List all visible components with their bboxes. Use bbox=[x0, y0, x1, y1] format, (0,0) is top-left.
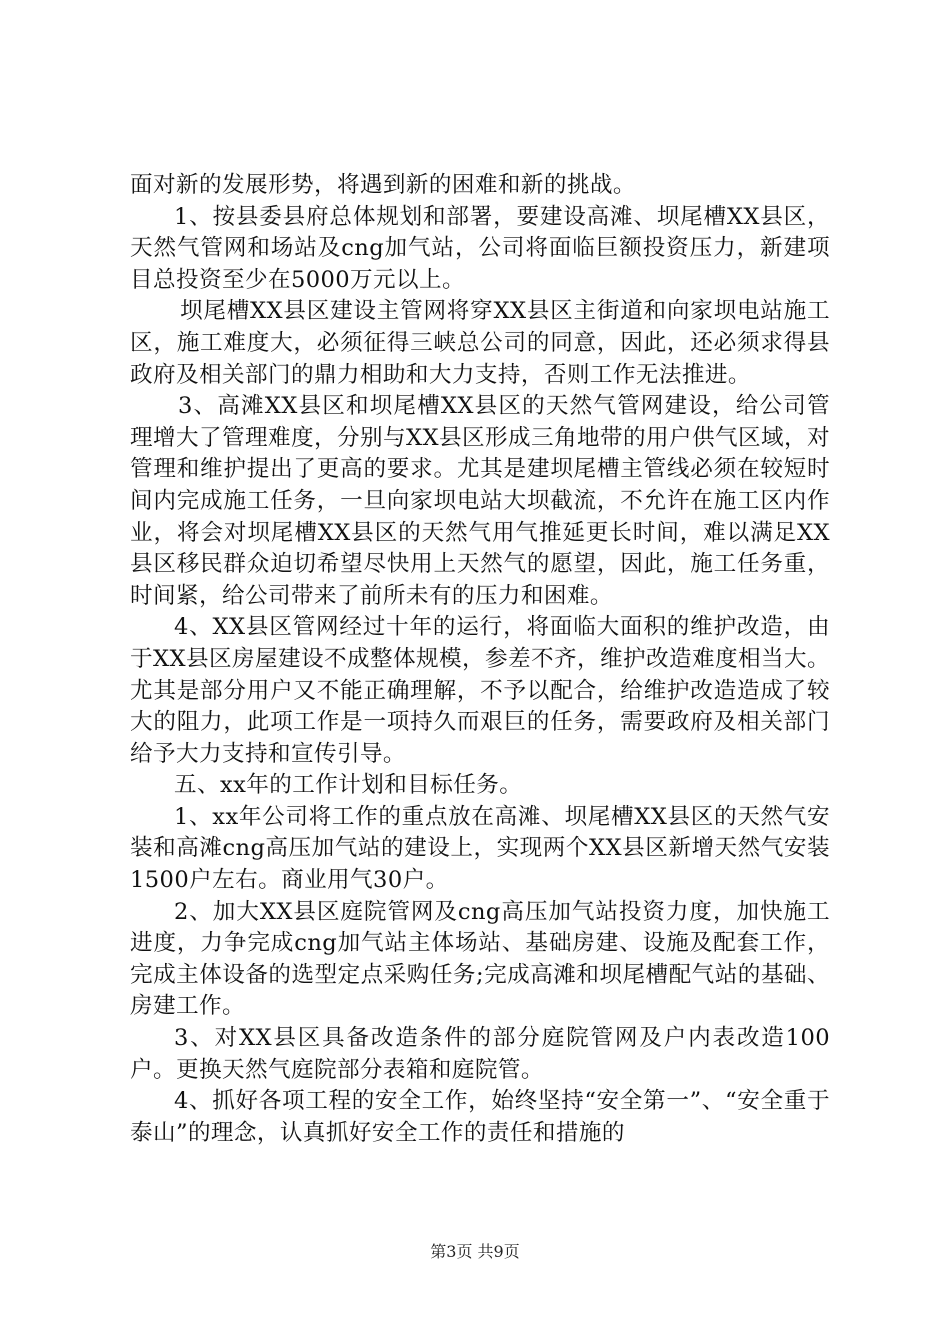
paragraph-item-3-management: 3、高滩XX县区和坝尾槽XX县区的天然气管网建设，给公司管理增大了管理难度，分别与XX县区形成三角地带的用户供气区域，对管理和维护提出了更高的要求。尤其是建坝尾槽主管线必须在较短时间内完成施工任务，一旦向家坝电站大坝截流，不允许在施工区内作业，将会对坝尾槽XX县区的天然气用气推延更长时间，难以满足XX县区移民群众迫切希望尽快用上天然气的愿望，因此，施工任务重，时间紧，给公司带来了前所未有的压力和困难。 bbox=[130, 393, 830, 609]
paragraph-plan-1: 1、xx年公司将工作的重点放在高滩、坝尾槽XX县区的天然气安装和高滩cng高压加气站的建设上，实现两个XX县区新增天然气安装1500户左右。商业用气30户。 bbox=[130, 803, 830, 894]
paragraph-item-4-maintenance: 4、XX县区管网经过十年的运行，将面临大面积的维护改造，由于XX县区房屋建设不成整体规模，参差不齐，维护改造难度相当大。尤其是部分用户又不能正确理解，不予以配合，给维护改造造成了较大的阻力，此项工作是一项持久而艰巨的任务，需要政府及相关部门给予大力支持和宣传引导。 bbox=[130, 614, 830, 767]
paragraph-item-1-investment: 1、按县委县府总体规划和部署，要建设高滩、坝尾槽XX县区，天然气管网和场站及cng加气站，公司将面临巨额投资压力，新建项目总投资至少在5000万元以上。 bbox=[130, 203, 830, 293]
page-number-footer: 第3页 共9页 bbox=[430, 1242, 520, 1261]
paragraph-intro-continuation: 面对新的发展形势，将遇到新的困难和新的挑战。 bbox=[130, 172, 636, 198]
paragraph-plan-2: 2、加大XX县区庭院管网及cng高压加气站投资力度，加快施工进度，力争完成cng加气站主体场站、基础房建、设施及配套工作，完成主体设备的选型定点采购任务;完成高滩和坝尾槽配气站的基础、房建工作。 bbox=[130, 898, 830, 1020]
document-body bbox=[130, 170, 830, 1149]
paragraph-plan-4: 4、抓好各项工程的安全工作，始终坚持“安全第一”、“安全重于泰山”的理念，认真抓好安全工作的责任和措施的 bbox=[130, 1088, 830, 1146]
paragraph-plan-3: 3、对XX县区具备改造条件的部分庭院管网及户内表改造100户。更换天然气庭院部分表箱和庭院管。 bbox=[130, 1025, 830, 1083]
paragraph-item-2-construction: 坝尾槽XX县区建设主管网将穿XX县区主街道和向家坝电站施工区，施工难度大，必须征得三峡总公司的同意，因此，还必须求得县政府及相关部门的鼎力相助和大力支持，否则工作无法推进。 bbox=[130, 298, 830, 388]
section-heading-work-plan: 五、xx年的工作计划和目标任务。 bbox=[174, 772, 523, 799]
